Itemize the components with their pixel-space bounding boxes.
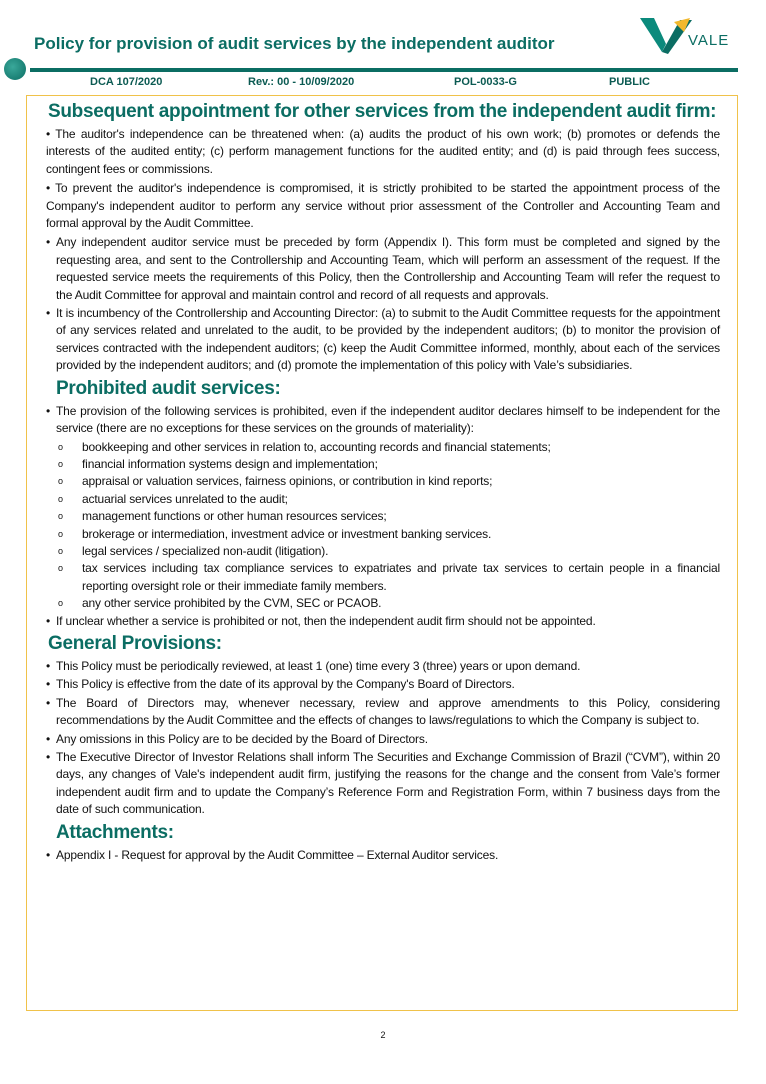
dca-number: DCA 107/2020 [90, 76, 163, 88]
bullet-item: • The provision of the following services is prohibited, even if the independent auditor declares himself to be independent for the service (there are no exceptions for these services on the grounds of materiality): [46, 403, 720, 438]
bullet-item: • Any independent auditor service must be preceded by form (Appendix I). This form must be completed and signed by the requesting area, and sent to the Controllership and Accounting Team, which will perform an assessment of the request. If the requested service meets the requirements of this Policy, then the Controllership and Accounting Team will refer the request to the Audit Committee for approval and maintain control and record of all requests and approvals. [46, 234, 720, 304]
bullet-item: • If unclear whether a service is prohibited or not, then the independent audit firm should not be appointed. [46, 613, 720, 630]
bullet-item: • The Executive Director of Investor Relations shall inform The Securities and Exchange Commission of Brazil (“CVM”), within 20 days, any changes of Vale's independent audit firm, justifying the reasons for the change and the consent from Vale’s former independent audit firm and to update the Company’s Reference Form and Registration Form, within 7 business days from the date of such communication. [46, 749, 720, 819]
section-heading: Prohibited audit services: [56, 377, 281, 399]
bullet-item: • Appendix I - Request for approval by the Audit Committee – External Auditor services. [46, 847, 720, 864]
document-body [46, 98, 720, 865]
paragraph: • The auditor's independence can be threatened when: (a) audits the product of his own work; (b) promotes or defends the interests of the audited entity; (c) perform management functions for the audited entity; and (d) is paid through fees success, contingent fees or commissions. [46, 127, 720, 176]
bullet-item: • This Policy is effective from the date of its approval by the Company's Board of Directors. [46, 676, 720, 693]
section-heading: Attachments: [56, 821, 174, 843]
section-heading: General Provisions: [48, 632, 222, 654]
sub-item: o financial information systems design and implementation; [46, 456, 720, 473]
sub-item: o brokerage or intermediation, investment advice or investment banking services. [46, 526, 720, 543]
sub-item: o actuarial services unrelated to the audit; [46, 491, 720, 508]
page-number: 2 [380, 1030, 386, 1040]
globe-icon [4, 58, 26, 80]
sub-item: o appraisal or valuation services, fairness opinions, or contribution in kind reports; [46, 473, 720, 490]
header-rule [30, 68, 738, 72]
sub-item: o bookkeeping and other services in relation to, accounting records and financial statements; [46, 439, 720, 456]
bullet-item: • Any omissions in this Policy are to be decided by the Board of Directors. [46, 731, 720, 748]
policy-code: POL-0033-G [454, 76, 517, 88]
sub-item: o tax services including tax compliance services to expatriates and private tax services to certain people in a financial reporting oversight role or their immediate family members. [46, 560, 720, 595]
classification: PUBLIC [609, 76, 650, 88]
logo-text: VALE [688, 32, 730, 49]
revision: Rev.: 00 - 10/09/2020 [248, 76, 355, 88]
bullet-item: • The Board of Directors may, whenever necessary, review and approve amendments to this Policy, considering recommendations by the Audit Committee and the effects of changes to laws/regulations to which the Company is subject to. [46, 695, 720, 730]
document-title: Policy for provision of audit services by the independent auditor [34, 34, 555, 53]
bullet-item: • It is incumbency of the Controllership and Accounting Director: (a) to submit to the Audit Committee requests for the appointment of any services related and unrelated to the audit, to be provided by the independent auditors; (b) to monitor the provision of services contracted with the independent auditors; (c) keep the Audit Committee informed, monthly, about each of the services provided by the independent auditors; and (d) promote the implementation of this policy with Vale’s subsidiaries. [46, 305, 720, 375]
sub-item: o legal services / specialized non-audit (litigation). [46, 543, 720, 560]
sub-item: o management functions or other human resources services; [46, 508, 720, 525]
paragraph: • To prevent the auditor's independence is compromised, it is strictly prohibited to be started the appointment process of the Company's independent auditor to perform any service without prior assessment of the Controller and Accounting Team and formal approval by the Audit Committee. [46, 181, 720, 231]
bullet-item: • This Policy must be periodically reviewed, at least 1 (one) time every 3 (three) years or upon demand. [46, 658, 720, 675]
section-heading: Subsequent appointment for other services from the independent audit firm: [48, 101, 717, 122]
sub-item: o any other service prohibited by the CVM, SEC or PCAOB. [46, 595, 720, 612]
